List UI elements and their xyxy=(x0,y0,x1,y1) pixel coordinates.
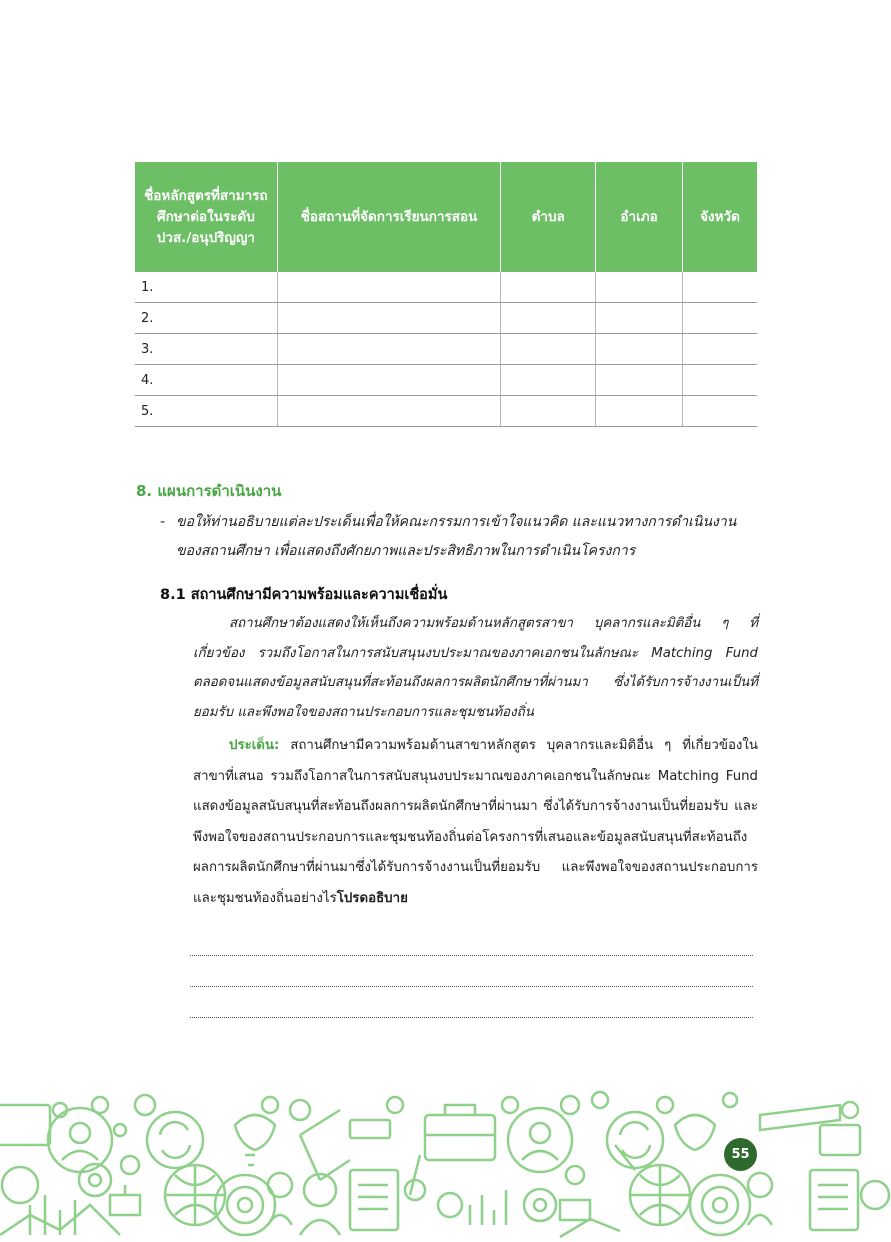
row-number: 5. xyxy=(135,396,277,427)
decorative-icon-pattern xyxy=(0,1085,891,1242)
table-header-row xyxy=(135,162,757,272)
answer-line[interactable] xyxy=(190,1017,753,1018)
header-province: จังหวัด xyxy=(683,162,757,272)
table-row xyxy=(135,334,757,365)
bullet-text: ขอให้ท่านอธิบายแต่ละประเด็นเพื่อให้คณะกรรมการเข้าใจแนวคิด และแนวทางการดำเนินงานของสถานศึกษา เพื่อแสดงถึงศักยภาพและประสิทธิภาพในการดำเนินโครงการ xyxy=(176,514,737,559)
page-number-badge: 55 xyxy=(724,1138,757,1171)
subsection-title: 8.1 สถานศึกษามีความพร้อมและความเชื่อมั่น xyxy=(160,587,448,603)
course-table xyxy=(135,162,757,427)
issue-paragraph xyxy=(193,731,758,914)
row-number: 1. xyxy=(135,272,277,303)
issue-label: ประเด็น: xyxy=(229,738,280,753)
header-district: อำเภอ xyxy=(596,162,683,272)
header-location: ชื่อสถานที่จัดการเรียนการสอน xyxy=(277,162,501,272)
answer-line[interactable] xyxy=(190,955,753,956)
table-row xyxy=(135,272,757,303)
table-row xyxy=(135,365,757,396)
bullet-dash: - xyxy=(160,514,166,530)
header-subdistrict: ตำบล xyxy=(501,162,596,272)
table-row xyxy=(135,303,757,334)
table-row xyxy=(135,396,757,427)
bullet-paragraph xyxy=(160,508,760,566)
row-number: 2. xyxy=(135,303,277,334)
row-number: 3. xyxy=(135,334,277,365)
row-number: 4. xyxy=(135,365,277,396)
section-title: 8. แผนการดำเนินงาน xyxy=(136,482,282,500)
issue-text: สถานศึกษามีความพร้อมด้านสาขาหลักสูตร บุคลากรและมิติอื่น ๆ ที่เกี่ยวข้องในสาขาที่เสนอ รวมถึงโอกาสในการสนับสนุนงบประมาณของภาคเอกชนในลักษณะ Matching Fund แสดงข้อมูลสนับสนุนที่สะท้อนถึงผลการผลิตนักศึกษาที่ผ่านมา ซึ่งได้รับการจ้างงานเป็นที่ยอมรับ และพึงพอใจของสถานประกอบการและชุมชนท้องถิ่นต่อโครงการที่เสนอและข้อมูลสนับสนุนที่สะท้อนถึงผลการผลิตนักศึกษาที่ผ่านมาซึ่งได้รับการจ้างงานเป็นที่ยอมรับ และพึงพอใจของสถานประกอบการและชุมชนท้องถิ่นอย่างไร xyxy=(193,738,759,906)
answer-line[interactable] xyxy=(190,986,753,987)
header-course-name: ชื่อหลักสูตรที่สามารถศึกษาต่อในระดับ ปวส./อนุปริญญา xyxy=(135,162,277,272)
requirement-paragraph: สถานศึกษาต้องแสดงให้เห็นถึงความพร้อมด้านหลักสูตรสาขา บุคลากรและมิติอื่น ๆ ที่เกี่ยวข้อง รวมถึงโอกาสในการสนับสนุนงบประมาณของภาคเอกชนในลักษณะ Matching Fund ตลอดจนแสดงข้อมูลสนับสนุนที่สะท้อนถึงผลการผลิตนักศึกษาที่ผ่านมา ซึ่งได้รับการจ้างงานเป็นที่ยอมรับ และพึงพอใจของสถานประกอบการและชุมชนท้องถิ่น xyxy=(193,616,758,720)
issue-emphasis: โปรดอธิบาย xyxy=(336,890,408,906)
